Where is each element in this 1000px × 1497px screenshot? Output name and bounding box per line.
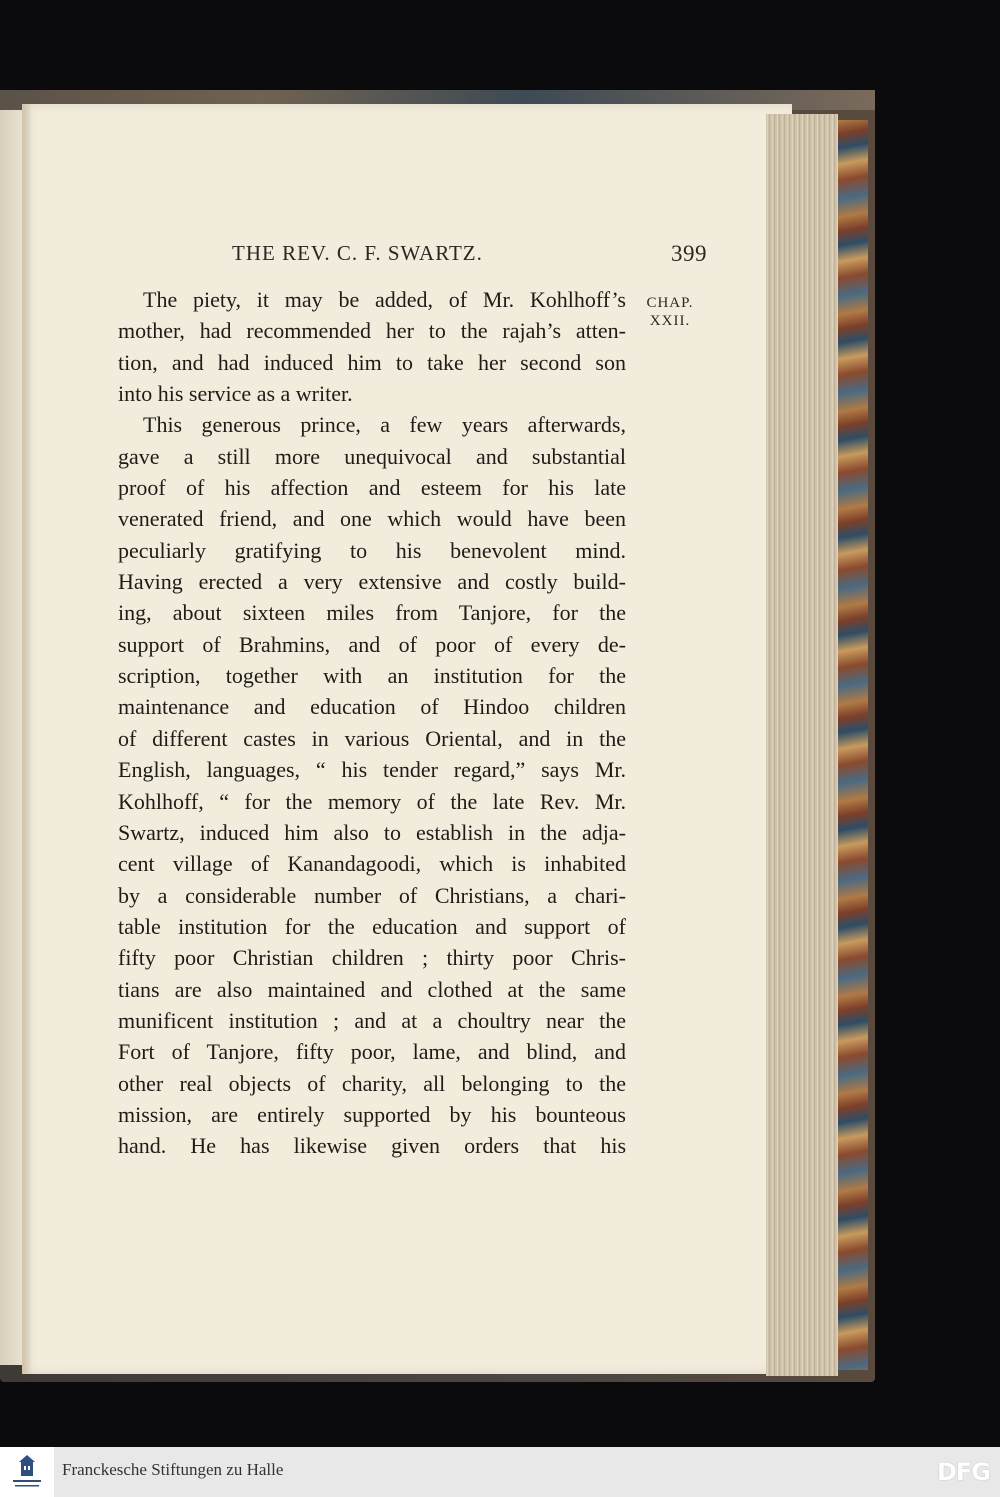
text-line: mission, are entirely supported by his bounteous (118, 1101, 626, 1127)
text-line: This generous prince, a few years afterwards, (143, 412, 626, 438)
text-line: mother, had recommended her to the rajah’s atten- (118, 318, 626, 344)
sidenote-number: XXII. (649, 313, 691, 329)
chapter-sidenote (635, 294, 705, 330)
text-line: gave a still more unequivocal and substantial (118, 443, 626, 469)
page-gutter (22, 104, 32, 1374)
text-line: venerated friend, and one which would have been (118, 506, 626, 532)
text-line: tion, and had induced him to take her second son (118, 349, 626, 375)
text-line: peculiarly gratifying to his benevolent mind. (118, 537, 626, 563)
text-line: by a considerable number of Christians, a chari- (118, 882, 626, 908)
viewer-footer (0, 1447, 1000, 1497)
sidenote-chap: CHAP. (646, 295, 694, 311)
text-line: tians are also maintained and clothed at the same (118, 976, 626, 1002)
text-line: cent village of Kanandagoodi, which is inhabited (118, 851, 626, 877)
institution-name[interactable]: Franckesche Stiftungen zu Halle (62, 1460, 284, 1479)
text-line: Kohlhoff, “ for the memory of the late Rev. Mr. (118, 788, 626, 814)
text-line: of different castes in various Oriental, and in the (118, 725, 626, 751)
text-line: hand. He has likewise given orders that his (118, 1133, 626, 1159)
text-line: proof of his affection and esteem for his late (118, 475, 626, 501)
running-head: THE REV. C. F. SWARTZ. (232, 241, 483, 265)
text-line: scription, together with an institution for the (118, 663, 626, 689)
text-line: Fort of Tanjore, fifty poor, lame, and blind, and (118, 1039, 626, 1065)
franckesche-logo-icon (7, 1452, 47, 1492)
text-line: other real objects of charity, all belonging to the (118, 1070, 626, 1096)
text-line: table institution for the education and support of (118, 913, 626, 939)
franckesche-logo[interactable] (0, 1447, 54, 1497)
text-line: Swartz, induced him also to establish in the adja- (118, 819, 626, 845)
text-line: English, languages, “ his tender regard,” says Mr. (118, 757, 626, 783)
text-line: maintenance and education of Hindoo children (118, 694, 626, 720)
text-line: Having erected a very extensive and costly build- (118, 569, 626, 595)
page-block-edge (766, 114, 838, 1376)
text-line: ing, about sixteen miles from Tanjore, for the (118, 600, 626, 626)
text-line: fifty poor Christian children ; thirty poor Chris- (118, 945, 626, 971)
page-number: 399 (671, 241, 707, 266)
text-line: into his service as a writer. (118, 381, 353, 407)
dfg-logo[interactable]: DFG (936, 1458, 990, 1486)
marbled-cover-edge (838, 120, 868, 1370)
text-line: munificent institution ; and at a choultry near the (118, 1007, 626, 1033)
text-line: support of Brahmins, and of poor of every de- (118, 631, 626, 657)
body-text (118, 284, 626, 1162)
text-line: The piety, it may be added, of Mr. Kohlhoff’s (143, 287, 626, 312)
